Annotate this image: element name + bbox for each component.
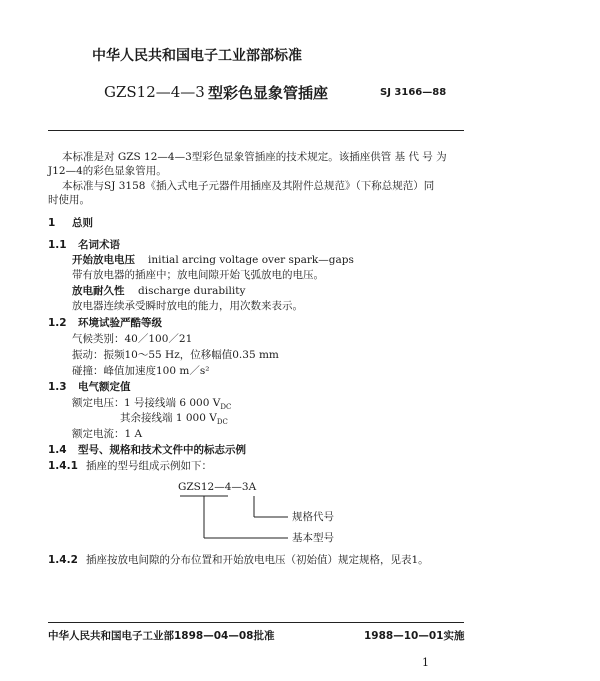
effective-date: 1988—10—01实施: [364, 630, 465, 642]
shock: 碰撞：峰值加速度100 m／s²: [72, 365, 210, 377]
footer-rule: [48, 622, 464, 623]
sec1-num: 1: [48, 217, 56, 229]
product-model: GZS12—4—3: [104, 83, 205, 101]
sec1-4-num: 1.4: [48, 444, 67, 456]
term1-en: initial arcing voltage over spark—gaps: [148, 254, 354, 266]
sec1-4-1-text: 插座的型号组成示例如下：: [86, 460, 212, 472]
vibration: 振动：振频10～55 Hz，位移幅值0.35 mm: [72, 349, 279, 361]
label-spec-code: 规格代号: [292, 511, 334, 523]
voltage-label: 额定电压：: [72, 397, 125, 409]
document-title: 型彩色显象管插座: [208, 84, 329, 102]
sec1-4-1-num: 1.4.1: [48, 460, 78, 472]
sec1-4-2-text: 插座按放电间隙的分布位置和开始放电电压（初始值）规定规格，见表1。: [86, 554, 429, 566]
term2: 放电耐久性: [72, 285, 125, 297]
standard-number: SJ 3166—88: [380, 87, 447, 98]
sec1-2-title: 环境试验严酷等级: [78, 317, 162, 329]
intro-p1-line2: J12—4的彩色显象管用。: [48, 165, 167, 177]
sec1-1-title: 名词术语: [78, 239, 120, 251]
voltage-row1: 1 号接线端 6 000 $V_{DC}$: [124, 397, 232, 412]
rated-current: 额定电流：1 A: [72, 428, 143, 440]
sec1-2-num: 1.2: [48, 317, 67, 329]
sec1-4-2-num: 1.4.2: [48, 554, 78, 566]
term2-def: 放电器连续承受瞬时放电的能力，用次数来表示。: [72, 300, 303, 312]
model-breakdown-lines: [170, 492, 370, 542]
term2-en: discharge durability: [138, 285, 246, 297]
voltage-row2: 其余接线端 1 000 $V_{DC}$: [120, 412, 228, 427]
term1: 开始放电电压: [72, 254, 135, 266]
sec1-1-num: 1.1: [48, 239, 67, 251]
sec1-title: 总则: [72, 217, 93, 229]
term1-def: 带有放电器的插座中；放电间隙开始飞弧放电的电压。: [72, 269, 324, 281]
approval-line: 中华人民共和国电子工业部1898—04—08批准: [48, 630, 275, 642]
intro-p1-line1: 本标准是对 GZS 12—4—3型彩色显象管插座的技术规定。该插座供管 基 代 号 为: [62, 151, 447, 163]
intro-p2-line2: 时使用。: [48, 194, 90, 206]
diagram-model-code: GZS12—4—3A: [178, 481, 257, 493]
header-rule: [48, 130, 464, 131]
sec1-3-num: 1.3: [48, 381, 67, 393]
page-number: 1: [422, 656, 429, 669]
climate-category: 气候类别：40／100／21: [72, 333, 193, 345]
sec1-3-title: 电气额定值: [78, 381, 131, 393]
sec1-4-title: 型号、规格和技术文件中的标志示例: [78, 444, 246, 456]
label-base-model: 基本型号: [292, 532, 334, 544]
ministry-title: 中华人民共和国电子工业部部标准: [92, 48, 302, 64]
intro-p2-line1: 本标准与SJ 3158《插入式电子元器件用插座及其附件总规范》（下称总规范）同: [62, 180, 435, 192]
